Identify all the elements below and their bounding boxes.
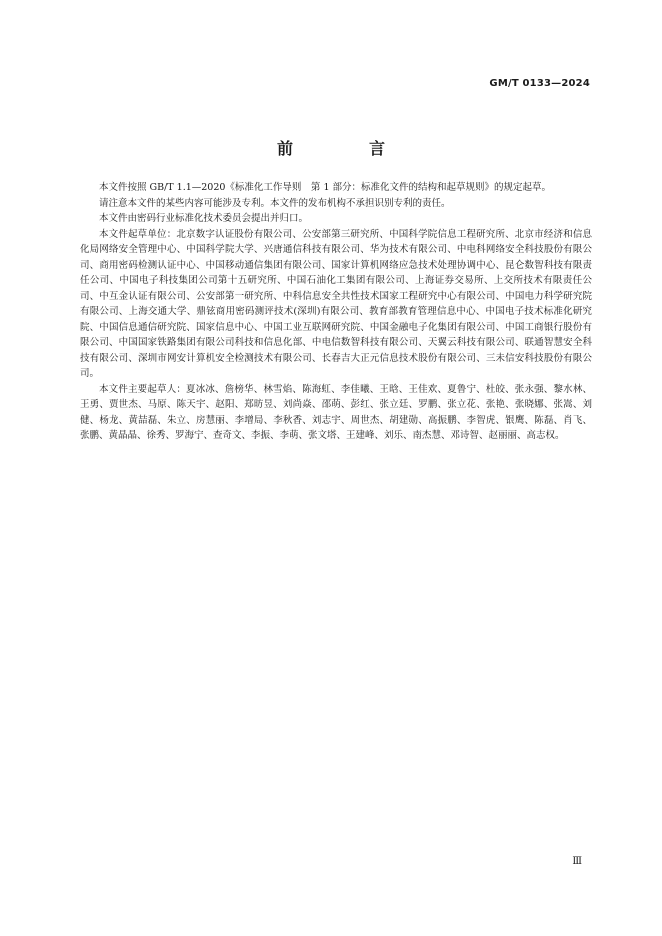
paragraph-patent-notice: 请注意本文件的某些内容可能涉及专利。本文件的发布机构不承担识别专利的责任。 [99,197,451,209]
paragraph-drafting-units: 本文件起草单位：北京数字认证股份有限公司、公安部第三研究所、中国科学院信息工程研究所、北京市经济和信息化局网络安全管理中心、中国科学院大学、兴唐通信科技有限公司、华为技术有限公司、中电科网络安全科技股份有限公司、商用密码检测认证中心、中国移动通信集团有限公司、国家计算机网络应急技术处理协调中心、昆仑数智科技有限责任公司、中国电子科技集团公司第十五研究所、中国石油化工集团有限公司、上海证券交易所、上交所技术有限责任公司、中互金认证有限公司、公安部第一研究所、中科信息安全共性技术国家工程研究中心有限公司、中国电力科学研究院有限公司、上海交通大学、鼎铉商用密码测评技术(深圳)有限公司、教育部教育管理信息中心、中国电子技术标准化研究院、中国信息通信研究院、国家信息中心、中国工业互联网研究院、中国金融电子化集团有限公司、中国工商银行股份有限公司、中国国家铁路集团有限公司科技和信息化部、中电信数智科技有限公司、天翼云科技有限公司、联通智慧安全科技有限公司、深圳市网安计算机安全检测技术有限公司、长春吉大正元信息技术股份有限公司、三未信安科技股份有限公司。 [80,228,592,379]
page-number: Ⅲ [572,856,582,867]
paragraph-drafting-rules: 本文件按照 GB/T 1.1—2020《标准化工作导则 第 1 部分：标准化文件的结构和起草规则》的规定起草。 [99,182,552,193]
document-body [80,180,592,444]
page-title: 前 言 [276,139,415,158]
standard-code: GM/T 0133—2024 [489,78,590,89]
paragraph-committee: 本文件由密码行业标准化技术委员会提出并归口。 [99,213,309,224]
paragraph-main-drafters: 本文件主要起草人：夏冰冰、詹榜华、林雪焰、陈海虹、李佳曦、王晗、王佳欢、夏鲁宁、杜皎、张永强、黎水林、王勇、贾世杰、马原、陈天宇、赵阳、郑昉昱、刘尚焱、邵萌、彭红、张立廷、罗鹏、张立花、张艳、张晓娜、张嵩、刘健、杨龙、黄喆磊、朱立、房慧丽、李增局、李秋香、刘志宇、周世杰、胡建勋、高振鹏、李智虎、银鹰、陈磊、肖飞、张鹏、黄晶晶、徐秀、罗海宁、查奇文、李振、李萌、张文塔、王建峰、刘乐、南杰慧、邓诗智、赵丽丽、高志权。 [80,383,592,441]
